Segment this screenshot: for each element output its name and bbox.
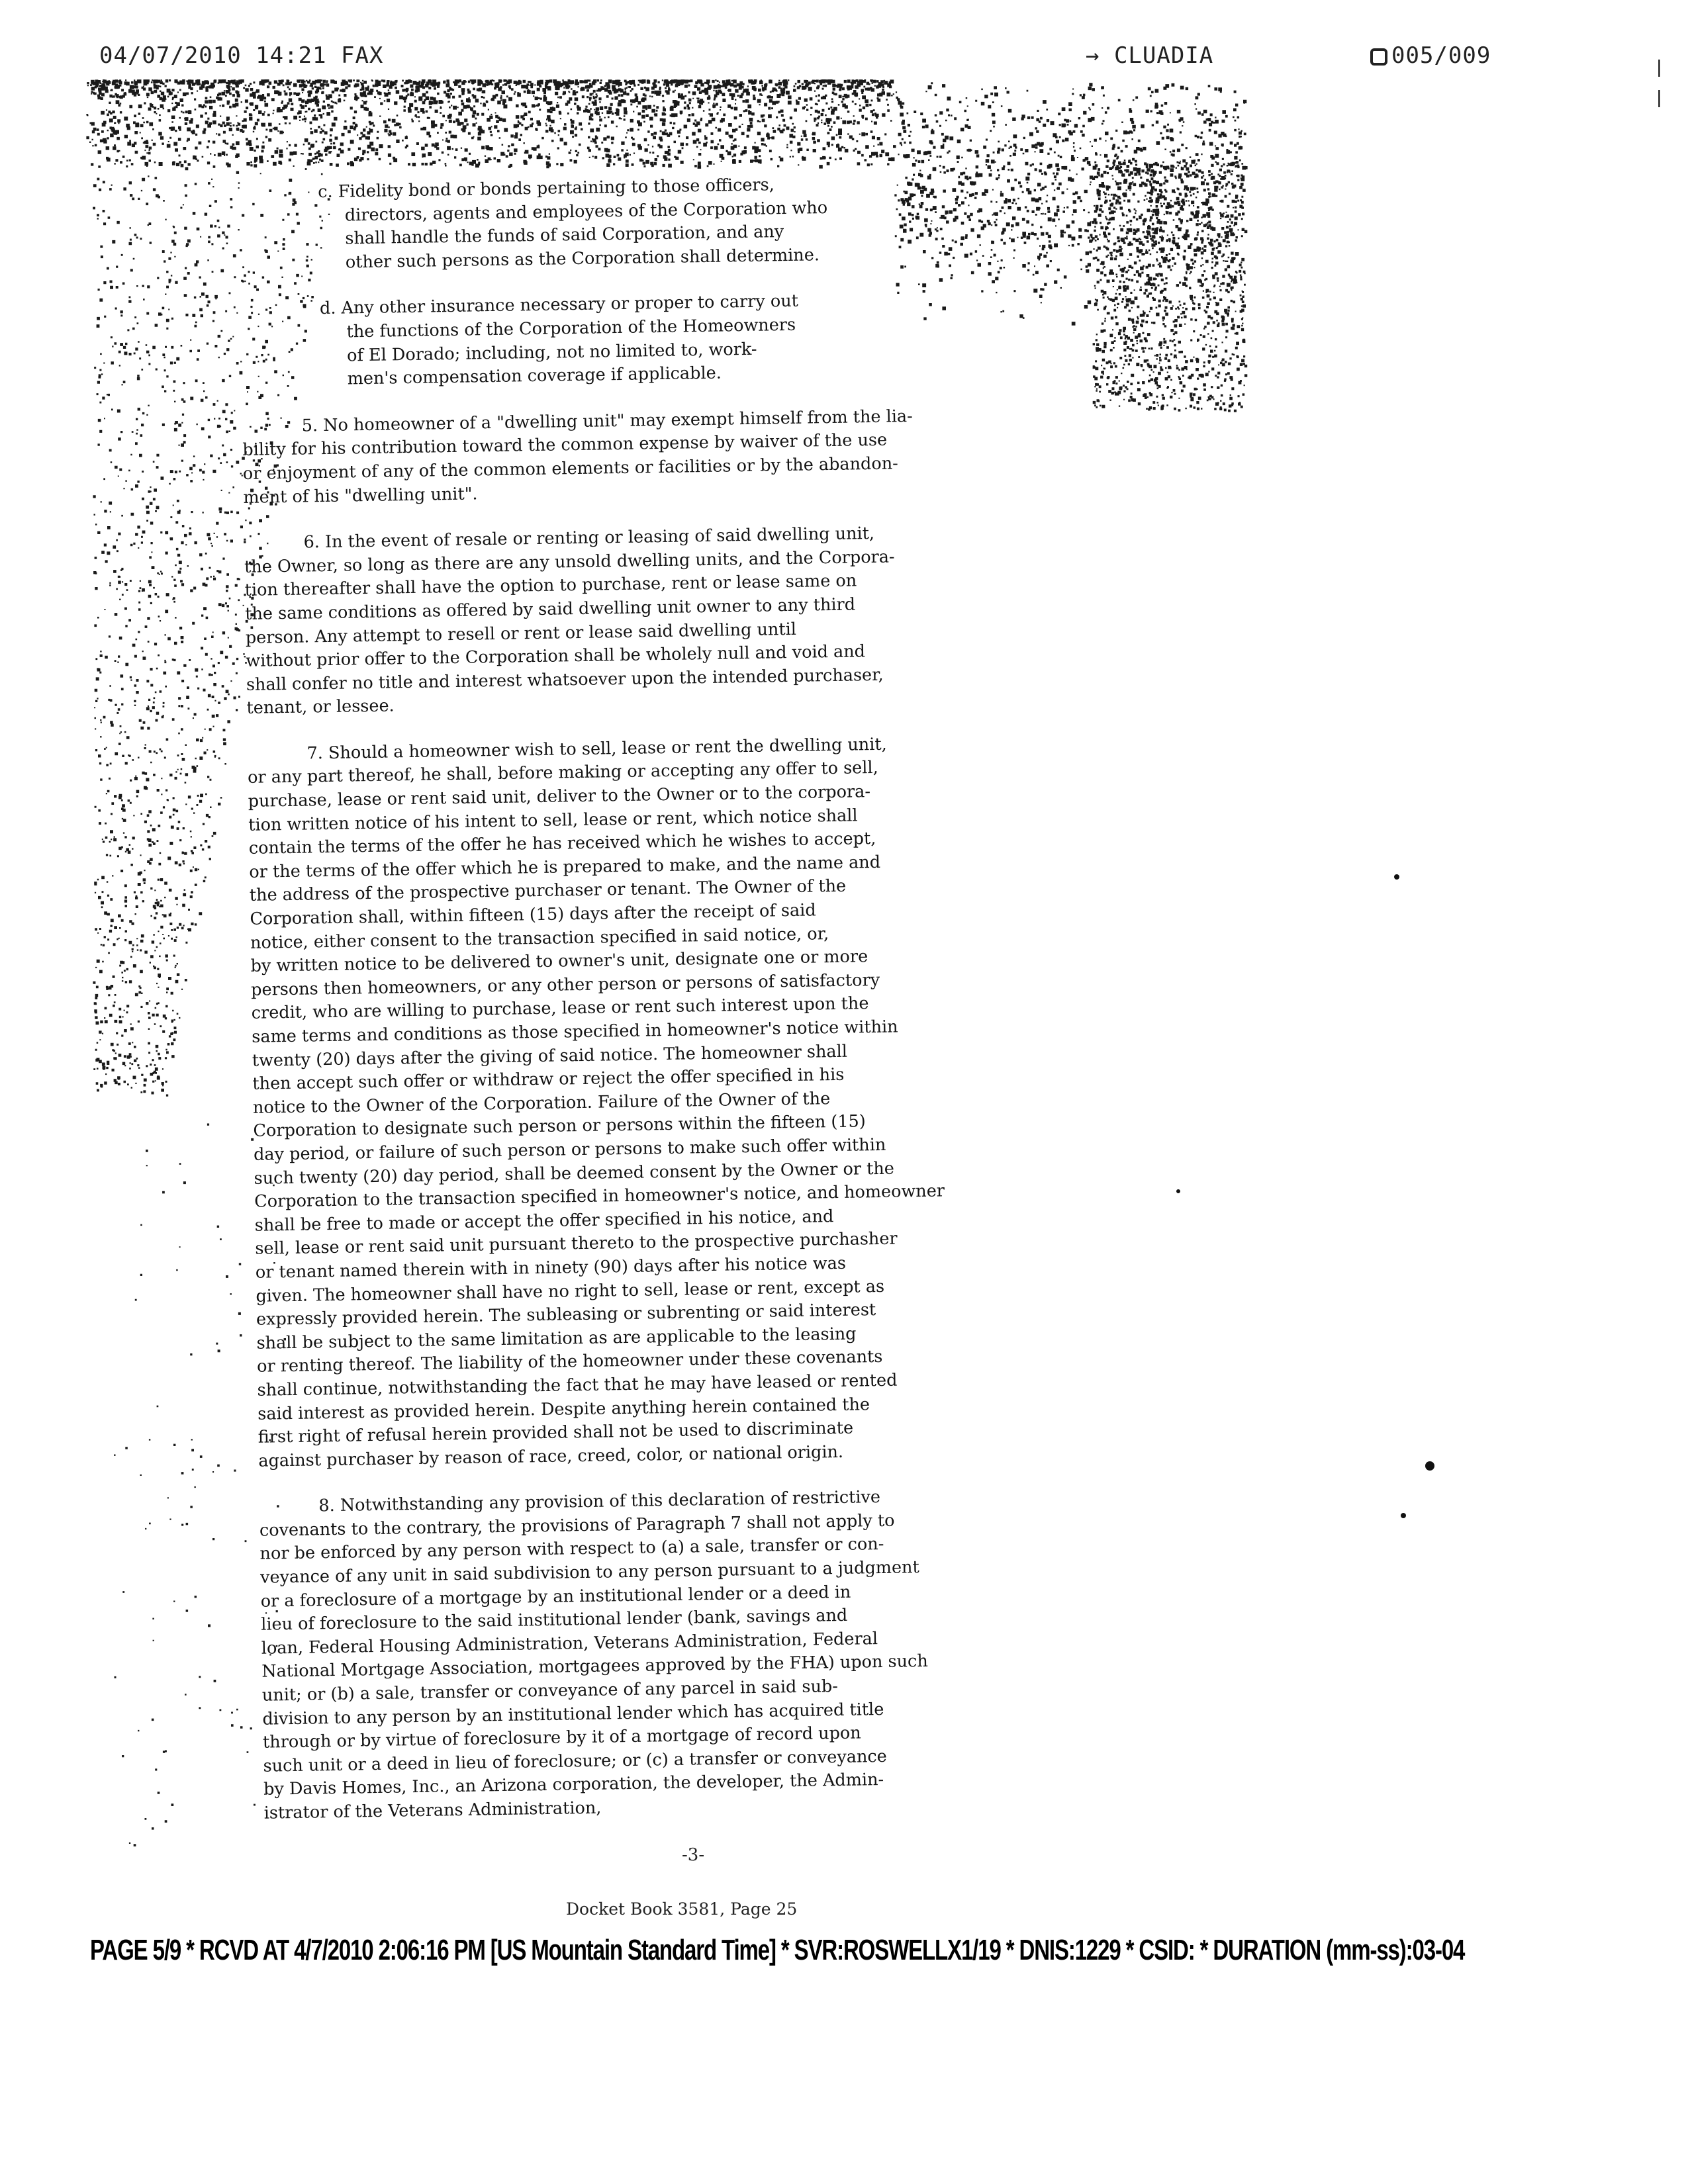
text-line: tenant, or lessee. <box>246 696 395 719</box>
margin-mark <box>1658 60 1660 77</box>
text-line: contain the terms of the offer he has received which he wishes to accept, <box>248 829 876 859</box>
fax-datetime: 04/07/2010 14:21 FAX <box>99 42 384 69</box>
text-line: first right of refusal herein provided shall not be used to discriminate <box>258 1418 854 1447</box>
text-line: shall be free to made or accept the offer specified in his notice, and <box>254 1206 834 1236</box>
text-line: the same conditions as offered by said dwelling unit owner to any third <box>245 594 856 624</box>
text-line: without prior offer to the Corporation shall be wholely null and void and <box>246 641 866 672</box>
paragraph-5 <box>242 400 1184 510</box>
sub-item-d <box>240 284 1182 393</box>
fax-page-count-text: 005/009 <box>1391 42 1491 69</box>
text-line: or enjoyment of any of the common elements or facilities or by the abandon- <box>242 453 899 484</box>
text-line: or renting thereof. The liability of the homeowner under these covenants <box>256 1347 883 1377</box>
text-line: or tenant named therein with in ninety (90) days after his notice was <box>255 1253 847 1283</box>
text-line: Corporation shall, within fifteen (15) days after the receipt of said <box>250 900 816 929</box>
page-number: -3- <box>682 1845 705 1865</box>
text-line: 6. In the event of resale or renting or leasing of said dwelling unit, <box>303 523 875 553</box>
text-line: twenty (20) days after the giving of said notice. The homeowner shall <box>252 1041 848 1071</box>
text-line: 7. Should a homeowner wish to sell, lease or rent the dwelling unit, <box>306 734 887 764</box>
text-line: shall be subject to the same limitation as are applicable to the leasing <box>256 1324 857 1353</box>
text-line: Corporation to designate such person or persons within the fifteen (15) <box>253 1111 866 1142</box>
document-body <box>238 167 1204 1826</box>
text-line: tion thereafter shall have the option to purchase, rent or lease same on <box>244 570 857 601</box>
fax-page-count <box>1370 42 1491 69</box>
text-line: purchase, lease or rent said unit, deliver to the Owner or to the corpora- <box>248 782 871 811</box>
text-line: shall confer no title and interest whatsoever upon the intended purchaser, <box>246 664 884 695</box>
text-line: tion written notice of his intent to sell, lease or rent, which notice shall <box>248 805 858 835</box>
text-line: 8. Notwithstanding any provision of this declaration of restrictive <box>318 1487 881 1516</box>
stray-dot <box>1425 1461 1434 1471</box>
text-line: notice to the Owner of the Corporation. Failure of the Owner of the <box>252 1088 831 1118</box>
text-line: such unit or a deed in lieu of foreclosure; or (c) a transfer or conveyance <box>263 1746 887 1776</box>
text-line: person. Any attempt to resell or rent or lease said dwelling until <box>245 619 797 648</box>
paragraph-7 <box>247 728 1198 1473</box>
text-line: nor be enforced by any person with respect to (a) a sale, transfer or con- <box>259 1534 884 1565</box>
text-line: shall continue, notwithstanding the fact that he may have leased or rented <box>257 1370 898 1400</box>
text-line: unit; or (b) a sale, transfer or conveyance of any parcel in said sub- <box>261 1676 839 1706</box>
text-line: given. The homeowner shall have no right to sell, lease or rent, except as <box>256 1276 885 1306</box>
text-line: shall handle the funds of said Corporation, and any <box>345 222 784 249</box>
text-line: Corporation to the transaction specified in homeowner's notice, and homeowner <box>254 1181 945 1212</box>
text-line: d. Any other insurance necessary or proper to carry out <box>319 291 799 319</box>
text-line: lieu of foreclosure to the said institutional lender (bank, savings and <box>261 1606 848 1635</box>
text-line: loan, Federal Housing Administration, Veterans Administration, Federal <box>261 1628 878 1659</box>
text-line: veyance of any unit in said subdivision to any person pursuant to a judgment <box>259 1557 919 1588</box>
text-line: or the terms of the offer which he is prepared to make, and the name and <box>249 852 881 882</box>
stray-dot <box>1401 1513 1406 1518</box>
text-line: c. Fidelity bond or bonds pertaining to those officers, <box>318 175 775 203</box>
text-line: by Davis Homes, Inc., an Arizona corporation, the developer, the Admin- <box>263 1770 884 1800</box>
text-line: expressly provided herein. The subleasing or subrenting or said interest <box>256 1300 876 1330</box>
stray-dot <box>1394 874 1399 880</box>
text-line: National Mortgage Association, mortgagees approved by the FHA) upon such <box>261 1651 929 1682</box>
text-line: against purchaser by reason of race, creed, color, or national origin. <box>258 1441 844 1471</box>
fax-receipt-footer: PAGE 5/9 * RCVD AT 4/7/2010 2:06:16 PM [US Mountain Standard Time] * SVR:ROSWELLX1/19 * DNIS:1229 * CSID: * DURATION (mm-ss):03-04 <box>90 1934 1465 1966</box>
text-line: men's compensation coverage if applicable. <box>347 363 722 389</box>
text-line: 5. No homeowner of a "dwelling unit" may exempt himself from the lia- <box>301 406 913 436</box>
margin-mark <box>1658 90 1660 107</box>
text-line: or any part thereof, he shall, before making or accepting any offer to sell, <box>247 758 878 788</box>
text-line: istrator of the Veterans Administration, <box>263 1797 602 1823</box>
text-line: the Owner, so long as there are any unsold dwelling units, and the Corpora- <box>244 547 895 577</box>
sub-item-c <box>238 167 1180 277</box>
fax-recipient: → CLUADIA <box>1086 42 1214 69</box>
text-line: credit, who are willing to purchase, lease or rent such interest upon the <box>251 993 869 1024</box>
text-line: notice, either consent to the transaction specified in said notice, or, <box>250 923 829 953</box>
text-line: or a foreclosure of a mortgage by an institutional lender or a deed in <box>260 1582 851 1612</box>
paragraph-6 <box>244 518 1186 721</box>
text-line: said interest as provided herein. Despite anything herein contained the <box>258 1394 870 1424</box>
text-line: by written notice to be delivered to owner's unit, designate one or more <box>250 946 868 977</box>
text-line: ment of his "dwelling unit". <box>243 483 478 508</box>
text-line: division to any person by an institutional lender which has acquired title <box>262 1699 884 1729</box>
text-line: the functions of the Corporation of the Homeowners <box>346 314 796 342</box>
text-line: then accept such offer or withdraw or reject the offer specified in his <box>252 1064 845 1095</box>
text-line: through or by virtue of foreclosure by it of a mortgage of record upon <box>262 1723 861 1752</box>
text-line: sell, lease or rent said unit pursuant thereto to the prospective purchasher <box>255 1228 898 1259</box>
paragraph-8 <box>259 1481 1204 1826</box>
docket-reference: Docket Book 3581, Page 25 <box>566 1899 798 1919</box>
text-line: such twenty (20) day period, shall be deemed consent by the Owner or the <box>254 1158 895 1189</box>
text-line: directors, agents and employees of the Corporation who <box>344 197 828 226</box>
fax-page-icon <box>1370 48 1387 66</box>
text-line: other such persons as the Corporation shall determine. <box>345 245 820 273</box>
text-line: the address of the prospective purchaser or tenant. The Owner of the <box>249 876 847 906</box>
text-line: persons then homeowners, or any other person or persons of satisfactory <box>250 970 880 1000</box>
text-line: of El Dorado; including, not no limited to, work- <box>346 339 757 366</box>
text-line: same terms and conditions as those specified in homeowner's notice within <box>252 1017 898 1047</box>
text-line: day period, or failure of such person or persons to make such offer within <box>253 1134 886 1165</box>
text-line: bility for his contribution toward the common expense by waiver of the use <box>242 430 888 461</box>
text-line: covenants to the contrary, the provisions of Paragraph 7 shall not apply to <box>259 1510 895 1541</box>
